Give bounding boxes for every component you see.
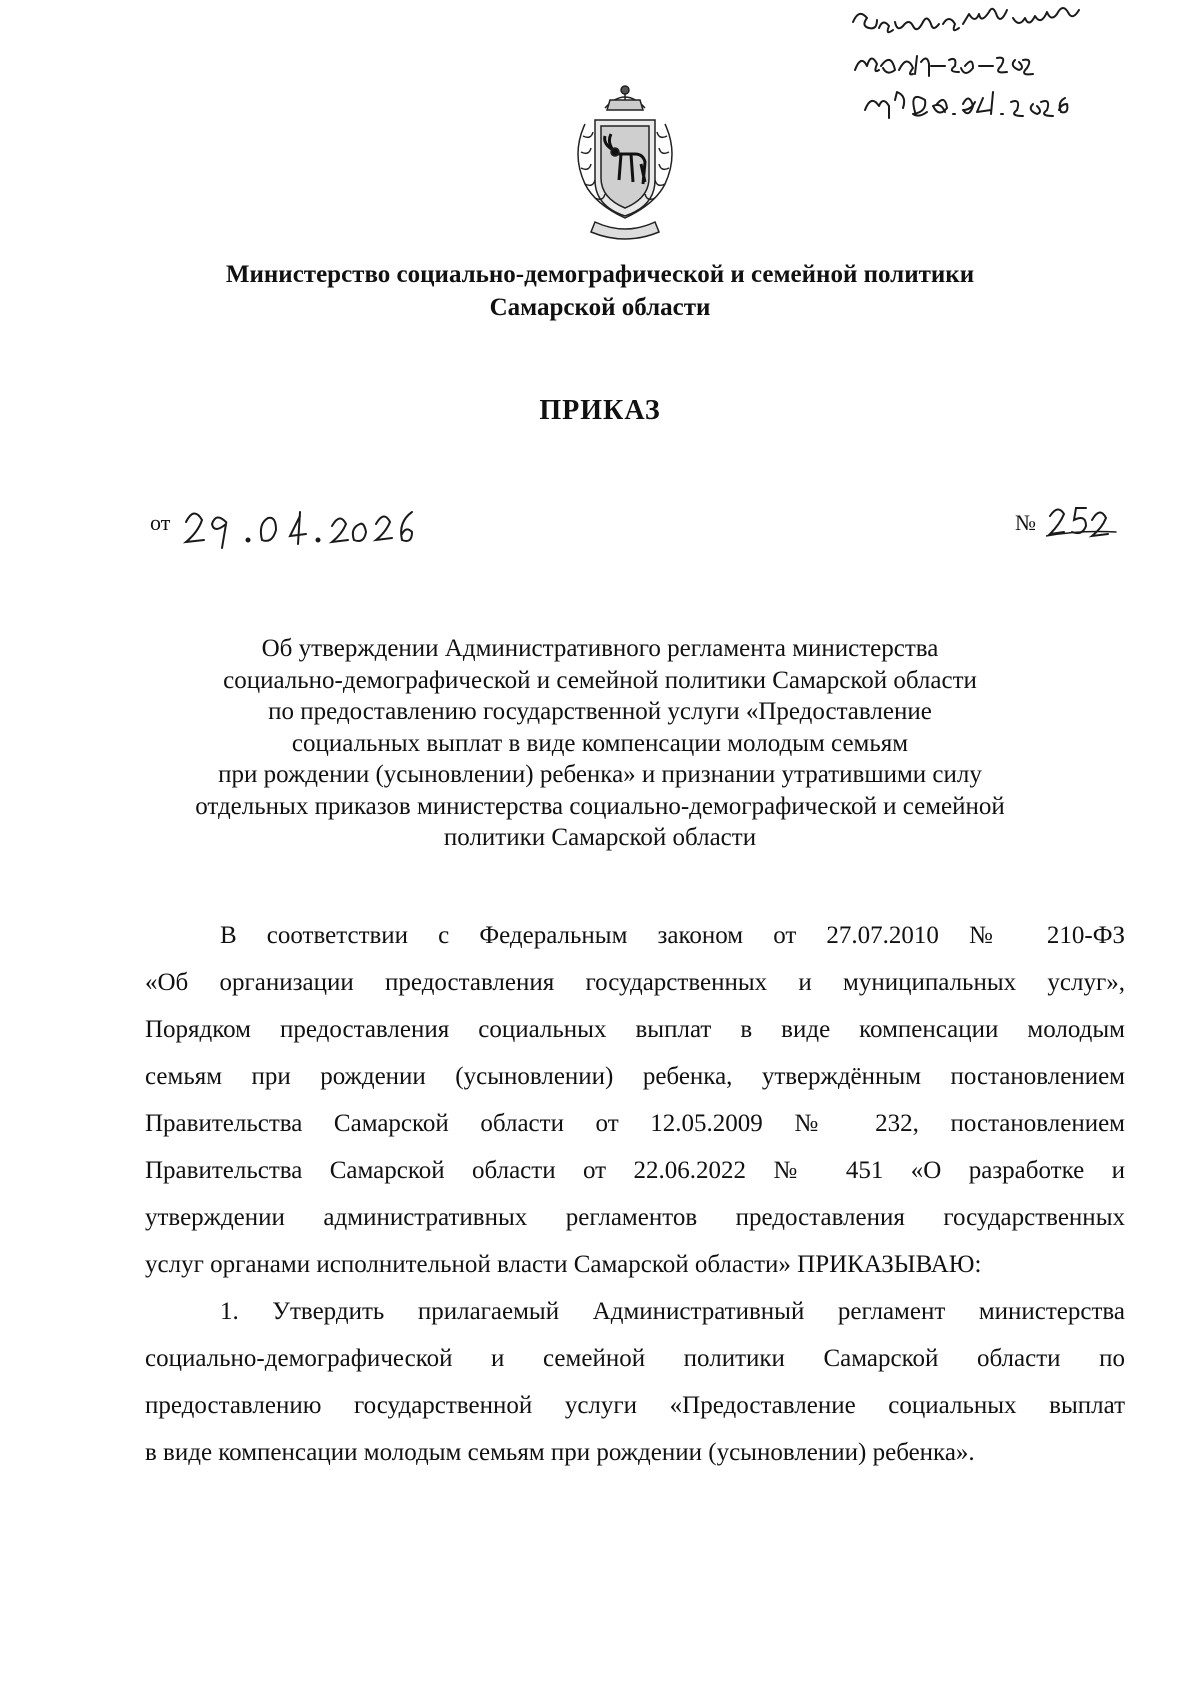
samara-region-coat-of-arms-icon [555, 80, 695, 242]
document-body [145, 912, 1125, 1476]
preamble-line: семьям при рождении (усыновлении) ребенка, утверждённым постановлением [145, 1063, 1125, 1090]
subject-line: при рождении (усыновлении) ребенка» и признании утратившими силу [218, 761, 982, 788]
registration-handwritten-note [845, 0, 1175, 145]
subject-line: социально-демографической и семейной политики Самарской области [223, 666, 977, 694]
subject-line: социальных выплат в виде компенсации молодым семьям [291, 729, 909, 757]
handwritten-number [1046, 500, 1118, 544]
number-label: № [1015, 510, 1036, 535]
date-label: от [150, 510, 171, 535]
item1-line: в виде компенсации молодым семьям при рождении (усыновлении) ребенка». [145, 1439, 975, 1466]
item1-line: социально-демографической и семейной политики Самарской области по [145, 1345, 1125, 1372]
preamble-line: утверждении административных регламентов предоставления государственных [145, 1204, 1125, 1231]
ministry-title-line1: Министерство социально-демографической и семейной политики [225, 261, 975, 288]
preamble-line: Правительства Самарской области от 12.05.2009 № 232, постановлением [145, 1110, 1125, 1137]
date-number-row [150, 500, 1120, 552]
item1-line: 1. Утвердить прилагаемый Административный регламент министерства [220, 1298, 1125, 1325]
document-subject [120, 633, 1080, 854]
subject-line: отдельных приказов министерства социально-демографической и семейной [195, 792, 1005, 820]
handwritten-number-drawing [1046, 500, 1118, 544]
document-type-title: ПРИКАЗ [539, 395, 661, 426]
subject-line: политики Самарской области [443, 824, 757, 851]
preamble-line: Порядком предоставления социальных выплат в виде компенсации молодым [145, 1016, 1125, 1043]
ministry-title-line2: Самарской области [489, 294, 711, 321]
preamble-line: В соответствии с Федеральным законом от 27.07.2010 № 210-ФЗ [220, 922, 1125, 949]
subject-line: Об утверждении Административного регламента министерства [261, 635, 939, 662]
preamble-line: Правительства Самарской области от 22.06.2022 № 451 «О разработке и [145, 1157, 1125, 1184]
preamble-line: «Об организации предоставления государственных и муниципальных услуг», [145, 969, 1125, 996]
ministry-title [0, 258, 1200, 324]
handwritten-date-drawing [180, 500, 420, 552]
handwritten-date [180, 500, 420, 552]
preamble-line: услуг органами исполнительной власти Самарской области» ПРИКАЗЫВАЮ: [145, 1251, 982, 1278]
coat-of-arms-drawing [555, 80, 695, 242]
handwriting-drawing [845, 0, 1175, 145]
item1-line: предоставлению государственной услуги «Предоставление социальных выплат [145, 1392, 1125, 1419]
subject-line: по предоставлению государственной услуги «Предоставление [268, 698, 932, 725]
